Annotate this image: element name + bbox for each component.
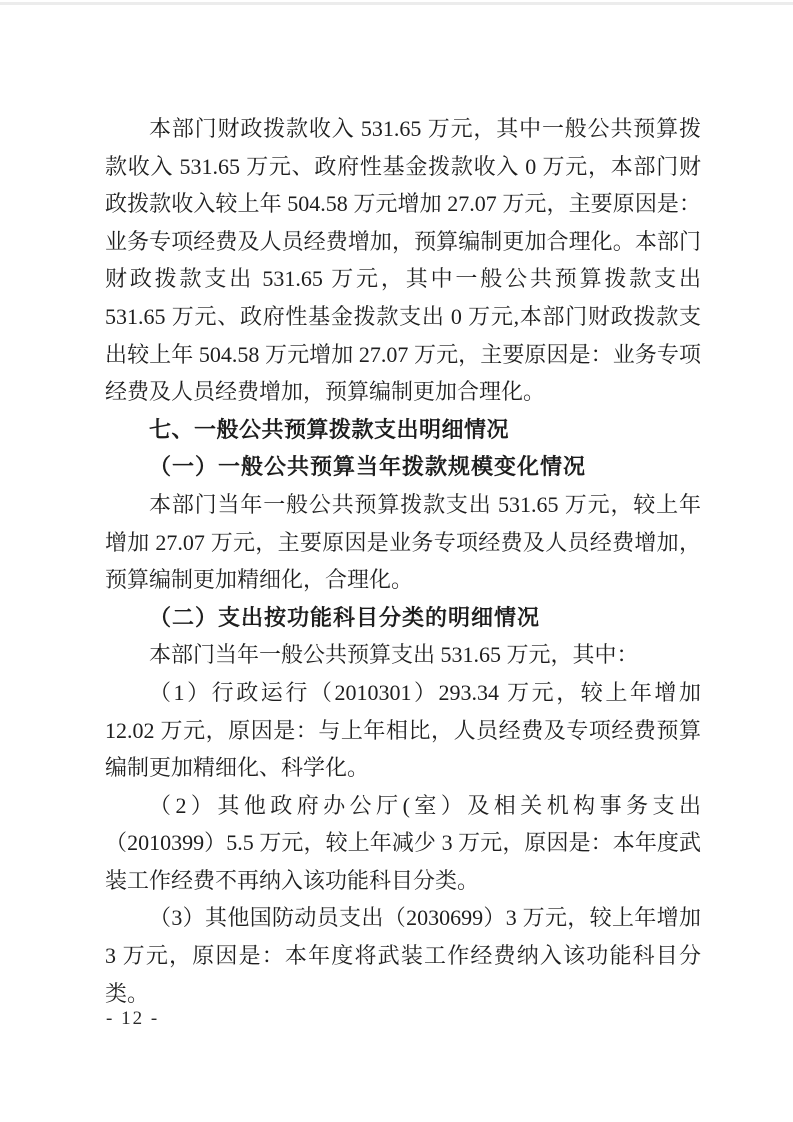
paragraph-item-1-administrative-operation: （1）行政运行（2010301）293.34 万元，较上年增加 12.02 万元，原因是：与上年相比，人员经费及专项经费预算编制更加精细化、科学化。 (105, 679, 701, 781)
subsection-heading-functional-classification: （二）支出按功能科目分类的明细情况 (149, 604, 541, 630)
scan-edge-artifact (0, 2, 793, 5)
paragraph-expenditure-total: 本部门当年一般公共预算支出 531.65 万元，其中： (149, 642, 639, 668)
section-heading-general-budget-expenditure-detail: 七、一般公共预算拨款支出明细情况 (149, 416, 510, 442)
subsection-heading-scale-change: （一）一般公共预算当年拨款规模变化情况 (149, 454, 587, 480)
paragraph-fiscal-appropriation-overview: 本部门财政拨款收入 531.65 万元，其中一般公共预算拨款收入 531.65 万元、政府性基金拨款收入 0 万元，本部门财政拨款收入较上年 504.58 万元增加 27.07 万元，主要原因是：业务专项经费及人员经费增加，预算编制更加合理化。本部门财政拨款支出 531.65 万元，其中一般公共预算拨款支出 531.65 万元、政府性基金拨款支出 0 万元,本部门财政拨款支出较上年 504.58 万元增加 27.07 万元，主要原因是：业务专项经费及人员经费增加，预算编制更加合理化。 (105, 116, 701, 405)
paragraph-scale-change-detail: 本部门当年一般公共预算拨款支出 531.65 万元，较上年增加 27.07 万元，主要原因是业务专项经费及人员经费增加，预算编制更加精细化，合理化。 (105, 491, 701, 593)
paragraph-item-3-other-national-defense-mobilization: （3）其他国防动员支出（2030699）3 万元，较上年增加 3 万元，原因是：本年度将武装工作经费纳入该功能科目分类。 (105, 905, 701, 1006)
document-body (105, 110, 701, 1012)
paragraph-item-2-other-government-office-affairs: （2）其他政府办公厅(室）及相关机构事务支出（2010399）5.5 万元，较上年减少 3 万元，原因是：本年度武装工作经费不再纳入该功能科目分类。 (105, 792, 701, 893)
page-number: - 12 - (106, 1008, 160, 1029)
